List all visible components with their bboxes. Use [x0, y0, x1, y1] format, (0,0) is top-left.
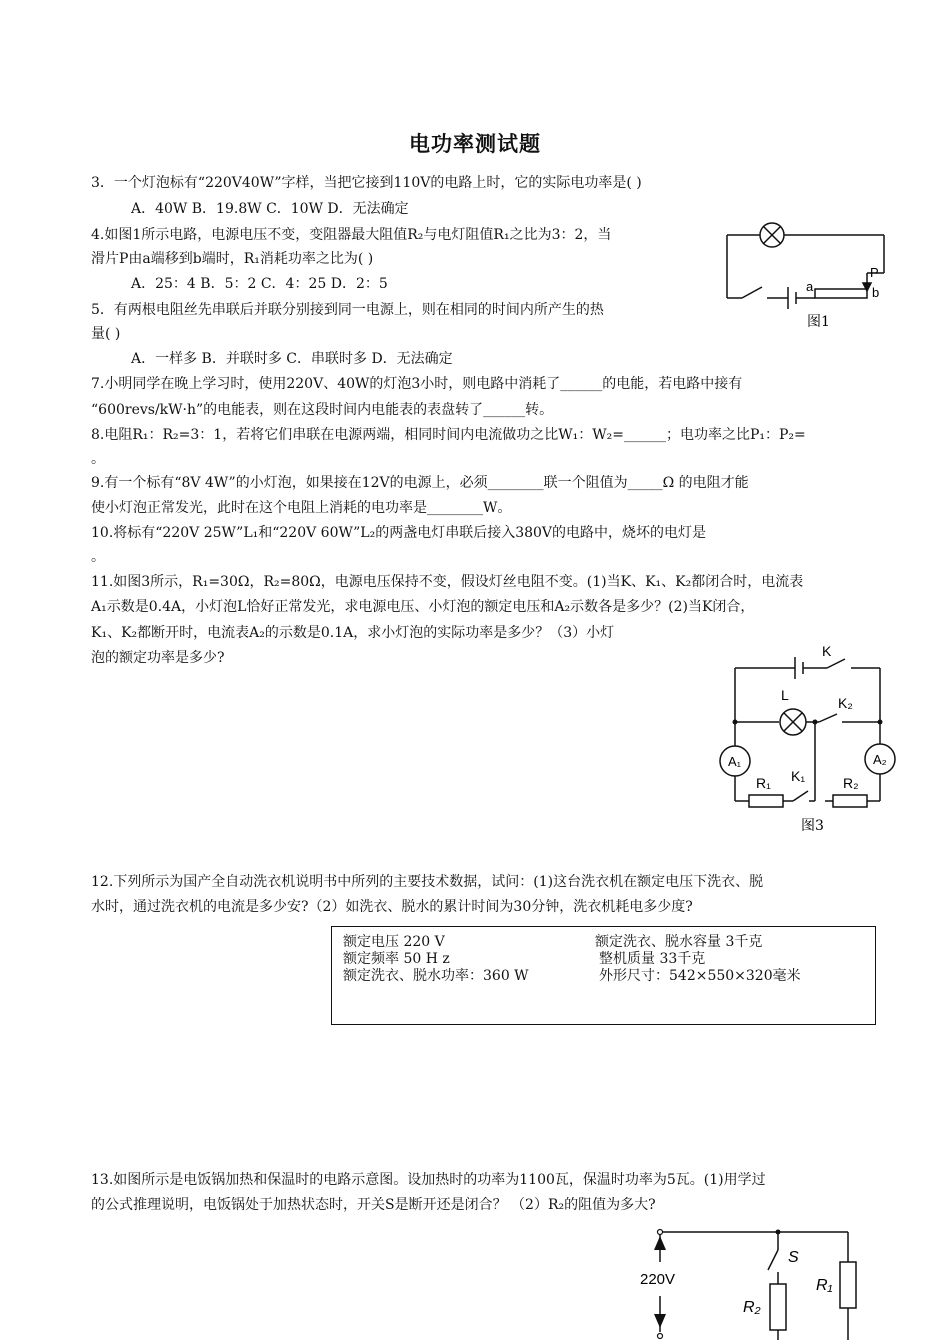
q8-line1: 8.电阻R₁：R₂=3：1，若将它们串联在电源两端，相同时间内电流做功之比W₁：W₂=______；电功率之比P₁：P₂= [91, 427, 806, 443]
spec-rated-capacity: 额定洗衣、脱水容量 3千克 [595, 934, 763, 950]
spec-dimensions: 外形尺寸：542×550×320毫米 [599, 968, 801, 984]
cooker-voltage: 220V [640, 1271, 676, 1288]
q11-line4: 泡的额定功率是多少? [91, 650, 225, 666]
q8-line2: 。 [91, 451, 105, 467]
fig3-label-l: L [781, 687, 789, 703]
fig3-label-k: K [822, 643, 832, 659]
q3-stem: 3．一个灯泡标有“220V40W”字样，当把它接到110V的电路上时，它的实际电功率是( ) [91, 175, 642, 191]
q11-line1: 11.如图3所示，R₁=30Ω，R₂=80Ω，电源电压保持不变，假设灯丝电阻不变。(1)当K、K₁、K₂都闭合时，电流表 [91, 574, 804, 590]
cooker-r2: R₂ [743, 1299, 761, 1316]
fig1-caption: 图1 [807, 314, 830, 330]
q12-line1: 12.下列所示为国产全自动洗衣机说明书中所列的主要技术数据，试问：(1)这台洗衣机在额定电压下洗衣、脱 [91, 874, 764, 890]
q5-line2: 量( ) [91, 326, 121, 342]
spec-rated-frequency: 额定频率 50 H z [343, 951, 450, 967]
q4-line1: 4.如图1所示电路，电源电压不变，变阻器最大阻值R₂与电灯阻值R₁之比为3：2，当 [91, 227, 612, 243]
q4-line2: 滑片P由a端移到b端时，R₁消耗功率之比为( ) [91, 251, 374, 267]
q12-line2: 水时，通过洗衣机的电流是多少安?（2）如洗衣、脱水的累计时间为30分钟，洗衣机耗电多少度? [91, 899, 693, 915]
washer-spec-table [331, 926, 876, 1025]
q7-line1: 7.小明同学在晚上学习时，使用220V、40W的灯泡3小时，则电路中消耗了______的电能，若电路中接有 [91, 376, 743, 392]
spec-rated-power: 额定洗衣、脱水功率：360 W [343, 968, 529, 984]
q10-line1: 10.将标有“220V 25W”L₁和“220V 60W”L₂的两盏电灯串联后接入380V的电路中，烧坏的电灯是 [91, 525, 707, 541]
fig3-label-k1: K₁ [791, 768, 806, 784]
figure-3-circuit [715, 640, 900, 835]
spec-rated-voltage: 额定电压 220 V [343, 934, 445, 950]
fig1-label-a: a [806, 279, 814, 294]
fig3-label-a1: A₁ [728, 754, 742, 769]
fig1-label-p: P [870, 265, 879, 280]
cooker-switch-s: S [788, 1249, 799, 1266]
q3-options: A．40W B．19.8W C．10W D．无法确定 [131, 201, 409, 217]
fig1-label-b: b [872, 285, 880, 300]
rice-cooker-circuit [630, 1222, 870, 1344]
q13-line1: 13.如图所示是电饭锅加热和保温时的电路示意图。设加热时的功率为1100瓦，保温时功率为5瓦。(1)用学过 [91, 1172, 766, 1188]
cooker-r1: R₁ [816, 1277, 833, 1294]
page-title: 电功率测试题 [409, 131, 541, 156]
q13-line2: 的公式推理说明，电饭锅处于加热状态时，开关S是断开还是闭合？ （2）R₂的阻值为多大? [91, 1197, 656, 1213]
figure-1-circuit [720, 215, 890, 335]
q7-line2: “600revs/kW·h”的电能表，则在这段时间内电能表的表盘转了______转。 [91, 402, 554, 418]
spec-machine-mass: 整机质量 33千克 [599, 951, 706, 967]
q9-line2: 使小灯泡正常发光，此时在这个电阻上消耗的电功率是________W。 [91, 500, 512, 516]
q11-line2: A₁示数是0.4A，小灯泡L恰好正常发光，求电源电压、小灯泡的额定电压和A₂示数各是多少？(2)当K闭合， [91, 599, 755, 615]
fig3-label-r1: R₁ [756, 775, 771, 791]
fig3-caption: 图3 [801, 818, 824, 834]
fig3-label-a2: A₂ [873, 752, 887, 767]
fig3-label-r2: R₂ [843, 775, 859, 791]
q5-options: A．一样多 B．并联时多 C．串联时多 D．无法确定 [131, 351, 453, 367]
q11-line3: K₁、K₂都断开时，电流表A₂的示数是0.1A，求小灯泡的实际功率是多少？（3）小灯 [91, 625, 615, 641]
q4-options: A．25：4 B．5：2 C．4：25 D．2：5 [131, 276, 388, 292]
q9-line1: 9.有一个标有“8V 4W”的小灯泡，如果接在12V的电源上，必须________联一个阻值为_____Ω 的电阻才能 [91, 475, 749, 491]
fig3-label-k2: K₂ [838, 695, 853, 711]
q10-line2: 。 [91, 549, 105, 565]
q5-line1: 5．有两根电阻丝先串联后并联分别接到同一电源上，则在相同的时间内所产生的热 [91, 302, 604, 318]
